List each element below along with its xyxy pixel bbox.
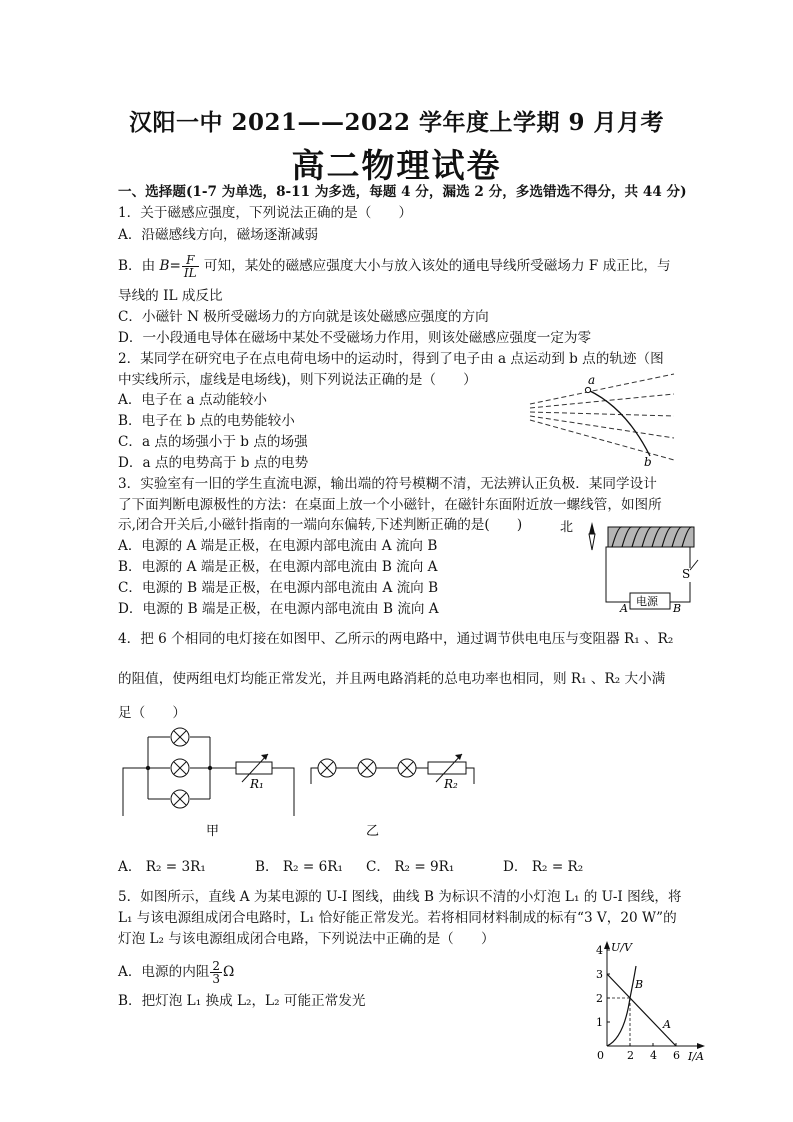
q5-option-a-text: A．电源的内阻 — [118, 964, 210, 980]
power-source-label: 电源 — [636, 595, 658, 608]
q2-figure — [526, 372, 676, 467]
exam-title: 汉阳一中 2021——2022 学年度上学期 9 月月考 — [128, 109, 665, 136]
r1-label: R₁ — [250, 777, 264, 791]
q4-option-d: D． R₂ = R₂ — [503, 859, 584, 875]
q1-option-b-prefix: B．由 — [118, 258, 160, 274]
north-label: 北 — [560, 520, 574, 535]
q3-option-d: D．电源的 B 端是正极，在电源内部电流由 B 流向 A — [118, 601, 439, 617]
point-b-label: b — [644, 455, 652, 467]
q1-fraction-num: F — [182, 254, 199, 267]
label-jia: 甲 — [206, 824, 220, 839]
q1-option-b-cont: 导线的 IL 成反比 — [118, 288, 223, 304]
x-tick-4: 4 — [650, 1049, 657, 1062]
q5-fraction — [210, 960, 222, 985]
q1-fraction-den: IL — [183, 266, 197, 280]
q1-option-b — [118, 254, 671, 279]
curve-b-label: B — [635, 978, 644, 991]
q5-fraction-num: 2 — [212, 959, 221, 973]
q4-figure — [118, 722, 488, 842]
q2-option-b: B．电子在 b 点的电势能较小 — [118, 413, 295, 429]
label-yi: 乙 — [366, 824, 380, 839]
q4-stem-2: 的阻值，使两组电灯均能正常发光，并且两电路消耗的总电功率也相同，则 R₁ 、R₂ 大小满 — [118, 671, 666, 687]
y-tick-3: 3 — [596, 968, 603, 981]
guide-lines — [607, 998, 630, 1046]
point-a-marker — [585, 387, 590, 392]
switch-label: S — [682, 567, 691, 581]
q2-option-d: D．a 点的电势高于 b 点的电势 — [118, 455, 309, 471]
y-tick-1: 1 — [596, 1016, 603, 1029]
origin-label: 0 — [597, 1049, 604, 1062]
q4-option-b: B． R₂ = 6R₁ — [255, 859, 343, 875]
x-axis-label: I/A — [688, 1050, 704, 1063]
q1-option-b-eq: B= — [159, 258, 181, 274]
q5-fraction-den: 3 — [212, 972, 221, 986]
x-tick-2: 2 — [627, 1049, 634, 1062]
q5-stem-1: 5．如图所示，直线 A 为某电源的 U-I 图线，曲线 B 为标识不清的小灯泡 L₁ 的 U-I 图线，将 — [118, 889, 682, 905]
q3-option-c: C．电源的 B 端是正极，在电源内部电流由 A 流向 B — [118, 580, 439, 596]
q1-option-a: A．沿磁感线方向，磁场逐渐减弱 — [118, 227, 319, 243]
section-heading: 一、选择题(1-7 为单选，8-11 为多选，每题 4 分，漏选 2 分，多选错选不得分，共 44 分) — [118, 184, 687, 200]
q4-option-c: C． R₂ = 9R₁ — [366, 859, 455, 875]
q4-option-a: A． R₂ = 3R₁ — [118, 859, 206, 875]
q5-option-b: B．把灯泡 L₁ 换成 L₂，L₂ 可能正常发光 — [118, 993, 366, 1009]
q2-stem-2: 中实线所示，虚线是电场线)，则下列说法正确的是（ ） — [118, 372, 477, 388]
y-axis-label: U/V — [611, 941, 632, 954]
q1-option-c: C．小磁针 N 极所受磁场力的方向就是该处磁感应强度的方向 — [118, 309, 489, 325]
y-tick-4: 4 — [596, 944, 603, 957]
exam-subtitle: 高二物理试卷 — [291, 146, 502, 185]
q3-option-b: B．电源的 A 端是正极，在电源内部电流由 B 流向 A — [118, 559, 438, 575]
q1-option-d: D．一小段通电导体在磁场中某处不受磁场力作用，则该处磁感应强度一定为零 — [118, 330, 592, 346]
line-a-label: A — [663, 1018, 671, 1031]
q2-option-a: A．电子在 a 点动能较小 — [118, 392, 267, 408]
q2-option-c: C．a 点的场强小于 b 点的场强 — [118, 434, 308, 450]
q5-option-a — [118, 960, 234, 985]
x-axis-arrow — [697, 1043, 705, 1049]
q5-ui-graph — [588, 938, 718, 1063]
q5-stem-2: L₁ 与该电源组成闭合电路时，L₁ 恰好能正常发光。若将相同材料制成的标有“3 V，20 W”的 — [118, 910, 677, 926]
point-a-label: a — [588, 373, 596, 387]
q1-stem: 1．关于磁感应强度，下列说法正确的是（ ） — [118, 205, 413, 221]
q5-stem-3: 灯泡 L₂ 与该电源组成闭合电路，下列说法中正确的是（ ） — [118, 931, 495, 947]
q1-fraction — [182, 254, 199, 279]
circuit-jia — [123, 737, 294, 816]
terminal-b-label: B — [673, 602, 682, 615]
q3-stem-2: 了下面判断电源极性的方法：在桌面上放一个小磁针，在磁针东面附近放一螺线管，如图所 — [118, 497, 662, 513]
q5-option-a-unit: Ω — [223, 964, 235, 980]
q1-option-b-text: 可知，某处的磁感应强度大小与放入该处的通电导线所受磁场力 F 成正比，与 — [199, 258, 671, 274]
y-tick-labels — [596, 944, 610, 1029]
x-tick-6: 6 — [673, 1049, 680, 1062]
q4-stem-3: 足（ ） — [118, 705, 186, 721]
q3-stem-3: 示,闭合开关后,小磁针指南的一端向东偏转,下述判断正确的是( ) — [118, 517, 523, 533]
y-axis-arrow — [604, 941, 610, 949]
compass-needle — [589, 522, 595, 550]
solenoid-core — [608, 527, 694, 547]
y-tick-2: 2 — [596, 992, 603, 1005]
q3-figure — [560, 516, 700, 616]
q3-stem-1: 3．实验室有一旧的学生直流电源，输出端的符号模糊不清，无法辨认正负极．某同学设计 — [118, 476, 657, 492]
q4-stem-1: 4．把 6 个相同的电灯接在如图甲、乙所示的两电路中，通过调节供电电压与变阻器 R₁ 、R₂ — [118, 631, 674, 647]
q3-option-a: A．电源的 A 端是正极，在电源内部电流由 A 流向 B — [118, 538, 438, 554]
q2-stem-1: 2．某同学在研究电子在点电荷电场中的运动时，得到了电子由 a 点运动到 b 点的轨迹（图 — [118, 351, 664, 367]
electron-trajectory — [588, 390, 650, 456]
r2-label: R₂ — [444, 777, 458, 791]
field-lines — [530, 374, 674, 460]
terminal-a-label: A — [620, 602, 628, 615]
